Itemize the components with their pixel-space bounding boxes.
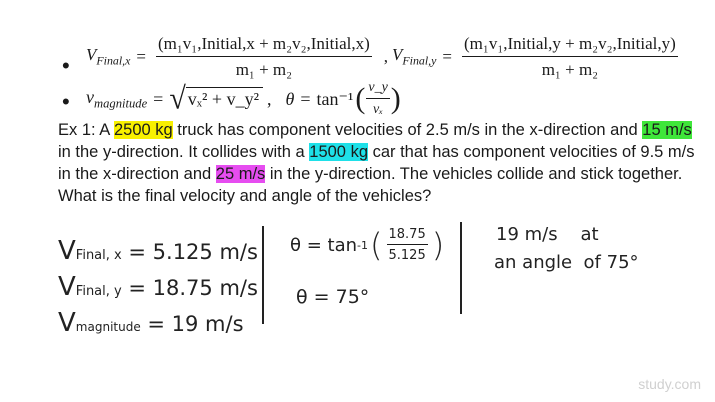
magnitude-angle-formula [86, 80, 401, 118]
divider-line [262, 226, 264, 324]
example-text: in the y-direction. It collides with a [58, 143, 310, 161]
work-theta-fraction [387, 227, 428, 263]
vmag-sep: , [266, 88, 272, 109]
work-vfx: VFinal, x = 5.125 m/s [58, 236, 258, 266]
vfy-numerator: (m₁v₁,Initial,y + m₂v₂,Initial,y) [462, 34, 678, 57]
vfx-sep: , [383, 47, 389, 66]
vfy-fraction [462, 34, 678, 80]
radical-icon: √ [169, 81, 186, 116]
work-answer-line2: an angle of 75° [494, 252, 639, 273]
vfx-lhs: $V_{Final,x}$ [86, 45, 131, 68]
theta-eq: = [300, 88, 311, 109]
divider-line [460, 222, 462, 314]
vfx-numerator: (m₁v₁,Initial,x + m₂v₂,Initial,x) [156, 34, 372, 57]
example-text: Ex 1: A [58, 121, 114, 139]
vmag-radicand: vₓ² + v_y² [186, 87, 263, 110]
open-paren-icon: ( [370, 226, 383, 264]
bullet: • [62, 89, 70, 114]
highlight-truck-mass: 2500 kg [113, 121, 173, 139]
vmag-eq: = [153, 88, 164, 109]
final-velocity-x-formula [86, 34, 682, 80]
work-theta-numerator: 18.75 [387, 227, 428, 245]
theta-fraction [366, 80, 389, 118]
theta-lhs: θ [285, 88, 295, 109]
example-text: in the y-direction. The vehicles collide and stick together. What is the final velocity and angle of the vehicles? [58, 165, 683, 205]
vfx-eq: = [136, 47, 146, 66]
open-paren-icon: ( [355, 82, 366, 115]
highlight-truck-vy: 15 m/s [642, 121, 692, 139]
theta-func: tan⁻¹ [316, 88, 354, 109]
highlight-car-mass: 1500 kg [309, 143, 368, 161]
square-root [169, 81, 263, 116]
theta-numerator: v_y [366, 80, 389, 99]
vfy-denominator: m₁ + m₂ [541, 60, 599, 79]
work-vfy: VFinal, y = 18.75 m/s [58, 272, 258, 302]
close-paren-icon: ) [431, 226, 445, 264]
theta-denominator: vₓ [372, 102, 384, 117]
vmag-lhs: $v_{magnitude}$ [86, 86, 148, 111]
work-theta-tan: θ = tan -1 ( $\frac{18.75}{5.125}$ ) [290, 226, 445, 264]
vfx-fraction [156, 34, 372, 80]
example-problem [58, 119, 708, 207]
work-vmag: Vmagnitude = 19 m/s [58, 308, 244, 338]
close-paren-icon: ) [390, 82, 401, 115]
bullet: • [62, 53, 70, 78]
vfx-denominator: m₁ + m₂ [235, 60, 293, 79]
example-text: car that has component velocities of 9.5 m/s in the x-direction and [58, 143, 695, 183]
work-answer-line1: 19 m/s at [496, 224, 599, 245]
work-theta-denominator: 5.125 [388, 248, 426, 263]
vfy-lhs: $V_{Final,y}$ [392, 45, 437, 68]
example-text: truck has component velocities of 2.5 m/s in the x-direction and [172, 121, 643, 139]
vfy-eq: = [442, 47, 453, 66]
work-theta-result: θ = 75° [296, 286, 370, 308]
highlight-car-vy: 25 m/s [215, 165, 266, 183]
watermark: study.com [638, 376, 701, 392]
